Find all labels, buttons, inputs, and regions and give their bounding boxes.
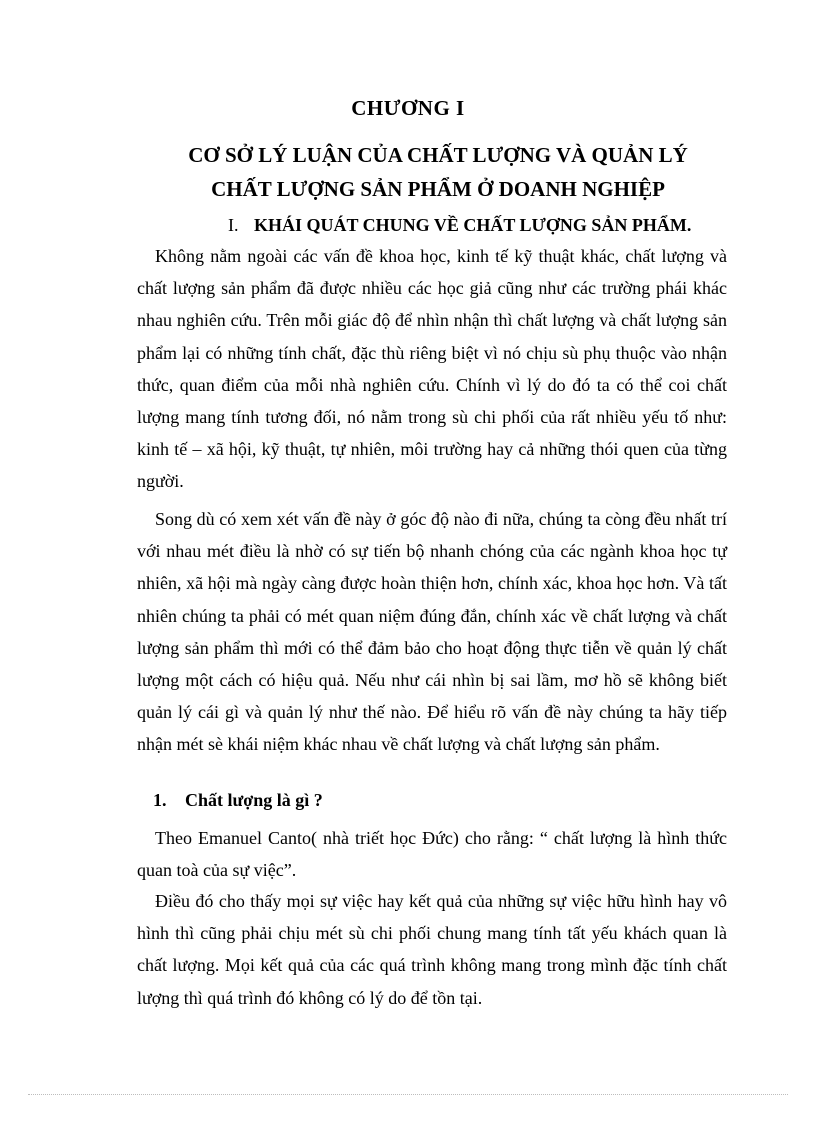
- paragraph-block: [137, 240, 727, 498]
- subsection-number: 1.: [153, 790, 167, 810]
- page-footer-divider: [28, 1094, 788, 1095]
- paragraph-block: [137, 822, 727, 886]
- sub-paragraph-2: Điều đó cho thấy mọi sự việc hay kết quả của những sự việc hữu hình hay vô hình thì cũng phải chịu mét sù chi phối chung mang tính tất yếu khách quan là chất lượng. Mọi kết quả của các quá trình không mang trong mình đặc tính chất lượng thì quá trình đó không có lý do để tồn tại.: [137, 891, 727, 1008]
- sub-paragraph-1: Theo Emanuel Canto( nhà triết học Đức) cho rằng: “ chất lượng là hình thức quan toà của sự việc”.: [137, 828, 727, 881]
- section-number: I.: [228, 215, 239, 235]
- paragraph-1: Không nằm ngoài các vấn đề khoa học, kinh tế kỹ thuật khác, chất lượng và chất lượng sản phẩm đã được nhiều các học giả cũng như các trường phái khác nhau nghiên cứu. Trên mỗi giác độ để nhìn nhận thì chất lượng và chất lượng sản phẩm lại có những tính chất, đặc thù riêng biệt vì nó chịu sù phụ thuộc vào nhận thức, quan điểm của mỗi nhà nghiên cứu. Chính vì lý do đó ta có thể coi chất lượng mang tính tương đối, nó nằm trong sù chi phối của rất nhiều yếu tố như: kinh tế – xã hội, kỹ thuật, tự nhiên, môi trường hay cả những thói quen của từng người.: [137, 246, 727, 492]
- section-title: KHÁI QUÁT CHUNG VỀ CHẤT LƯỢNG SẢN PHẨM.: [254, 215, 692, 235]
- chapter-title-line-1: CƠ SỞ LÝ LUẬN CỦA CHẤT LƯỢNG VÀ QUẢN LÝ: [188, 143, 688, 167]
- subsection-heading: [153, 790, 323, 811]
- paragraph-block: [137, 885, 727, 1014]
- paragraph-block: [137, 503, 727, 761]
- subsection-title: Chất lượng là gì ?: [185, 790, 323, 810]
- chapter-title-line-2: CHẤT LƯỢNG SẢN PHẨM Ở DOANH NGHIỆP: [211, 177, 665, 201]
- paragraph-2: Song dù có xem xét vấn đề này ở góc độ nào đi nữa, chúng ta còng đều nhất trí với nhau mét điều là nhờ có sự tiến bộ nhanh chóng của các ngành khoa học tự nhiên, xã hội mà ngày càng được hoàn thiện hơn, chính xác, khoa học hơn. Và tất nhiên chúng ta phải có mét quan niệm đúng đắn, chính xác về chất lượng và chất lượng sản phẩm thì mới có thể đảm bảo cho hoạt động thực tiễn về quản lý chất lượng một cách có hiệu quả. Nếu như cái nhìn bị sai lầm, mơ hồ sẽ không biết quản lý cái gì và quản lý như thế nào. Để hiểu rõ vấn đề này chúng ta hãy tiếp nhận mét sè khái niệm khác nhau về chất lượng và chất lượng sản phẩm.: [137, 509, 727, 755]
- section-heading: [228, 215, 691, 236]
- chapter-heading: CHƯƠNG I: [351, 96, 465, 120]
